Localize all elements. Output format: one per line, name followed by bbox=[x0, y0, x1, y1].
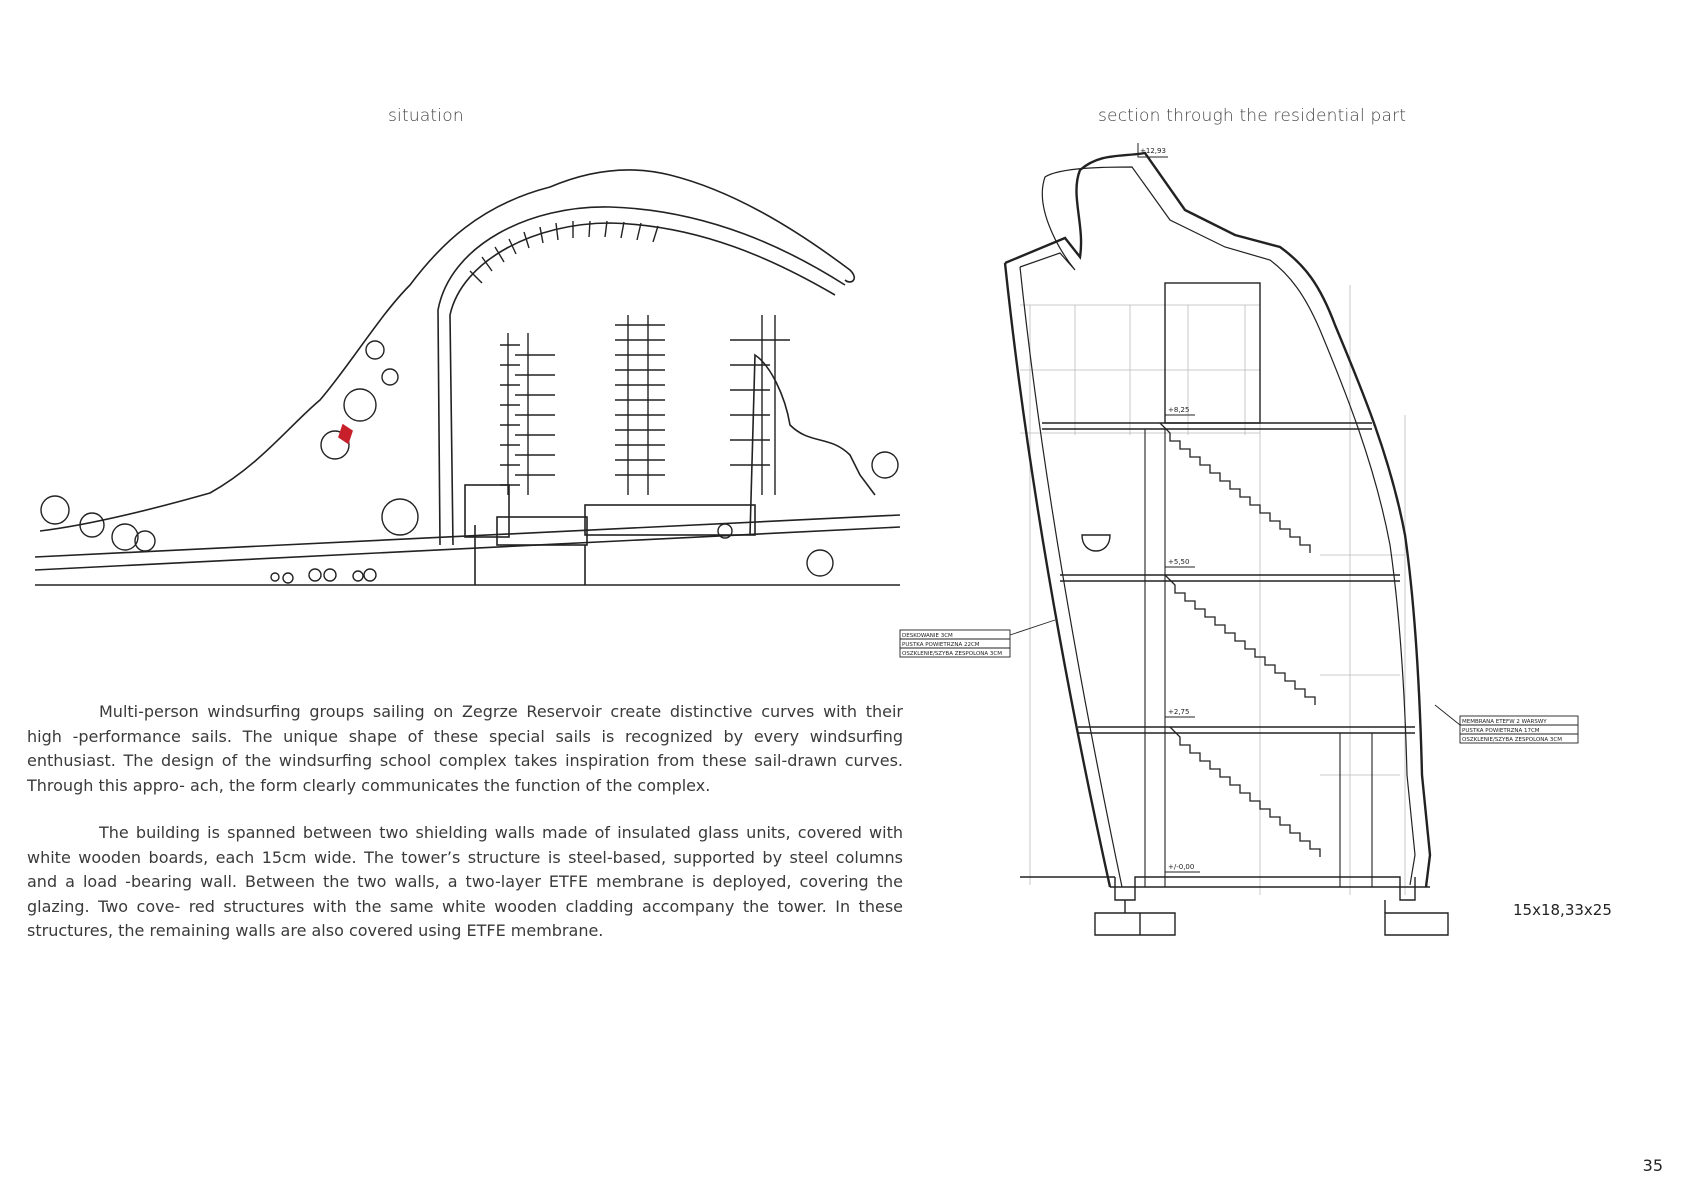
level-ground: +/-0,00 bbox=[1168, 863, 1195, 871]
dimensions-label: 15x18,33x25 bbox=[1513, 901, 1612, 919]
section-caption: section through the residential part bbox=[1098, 106, 1407, 126]
description-paragraph-1 bbox=[27, 700, 903, 798]
paragraph-1-text: Multi-person windsurfing groups sailing on Zegrze Reservoir create distinctive curves with their high -performance sails. The unique shape of these special sails is recognized by every windsurfing enthusiast. The design of the windsurfing school complex takes inspiration from these sail-drawn curves. Through this appro- ach, the form clearly communicates the function of the complex. bbox=[27, 702, 903, 795]
section-drawing bbox=[902, 135, 1660, 1015]
paragraph-2-text: The building is spanned between two shielding walls made of insulated glass units, covered with white wooden boards, each 15cm wide. The tower’s structure is steel-based, supported by steel columns and a load -bearing wall. Between the two walls, a two-layer ETFE membrane is deployed, covering the glazing. Two cove- red structures with the same white wooden cladding accompany the tower. In these structures, the remaining walls are also covered using ETFE membrane. bbox=[27, 823, 903, 940]
level-1: +2,75 bbox=[1168, 708, 1190, 716]
right-layer-3: OSZKLENIE/SZYBA ZESPOLONA 3CM bbox=[1462, 737, 1562, 743]
description-paragraph-2 bbox=[27, 821, 903, 944]
level-3: +8,25 bbox=[1168, 406, 1190, 414]
left-layer-3: OSZKLENIE/SZYBA ZESPOLONA 3CM bbox=[902, 651, 1002, 657]
situation-plan-drawing bbox=[30, 165, 910, 625]
left-layer-1: DESKOWANIE 3CM bbox=[902, 633, 953, 639]
left-layer-2: PUSTKA POWIETRZNA 22CM bbox=[902, 642, 980, 648]
level-2: +5,50 bbox=[1168, 558, 1190, 566]
page-number: 35 bbox=[1642, 1156, 1663, 1175]
building-location-marker bbox=[339, 425, 352, 443]
right-layer-2: PUSTKA POWIETRZNA 17CM bbox=[1462, 728, 1540, 734]
level-top: +12,93 bbox=[1140, 147, 1166, 155]
situation-caption: situation bbox=[388, 106, 464, 126]
right-layer-1: MEMBRANA ETEFW 2 WARSWY bbox=[1462, 719, 1547, 725]
